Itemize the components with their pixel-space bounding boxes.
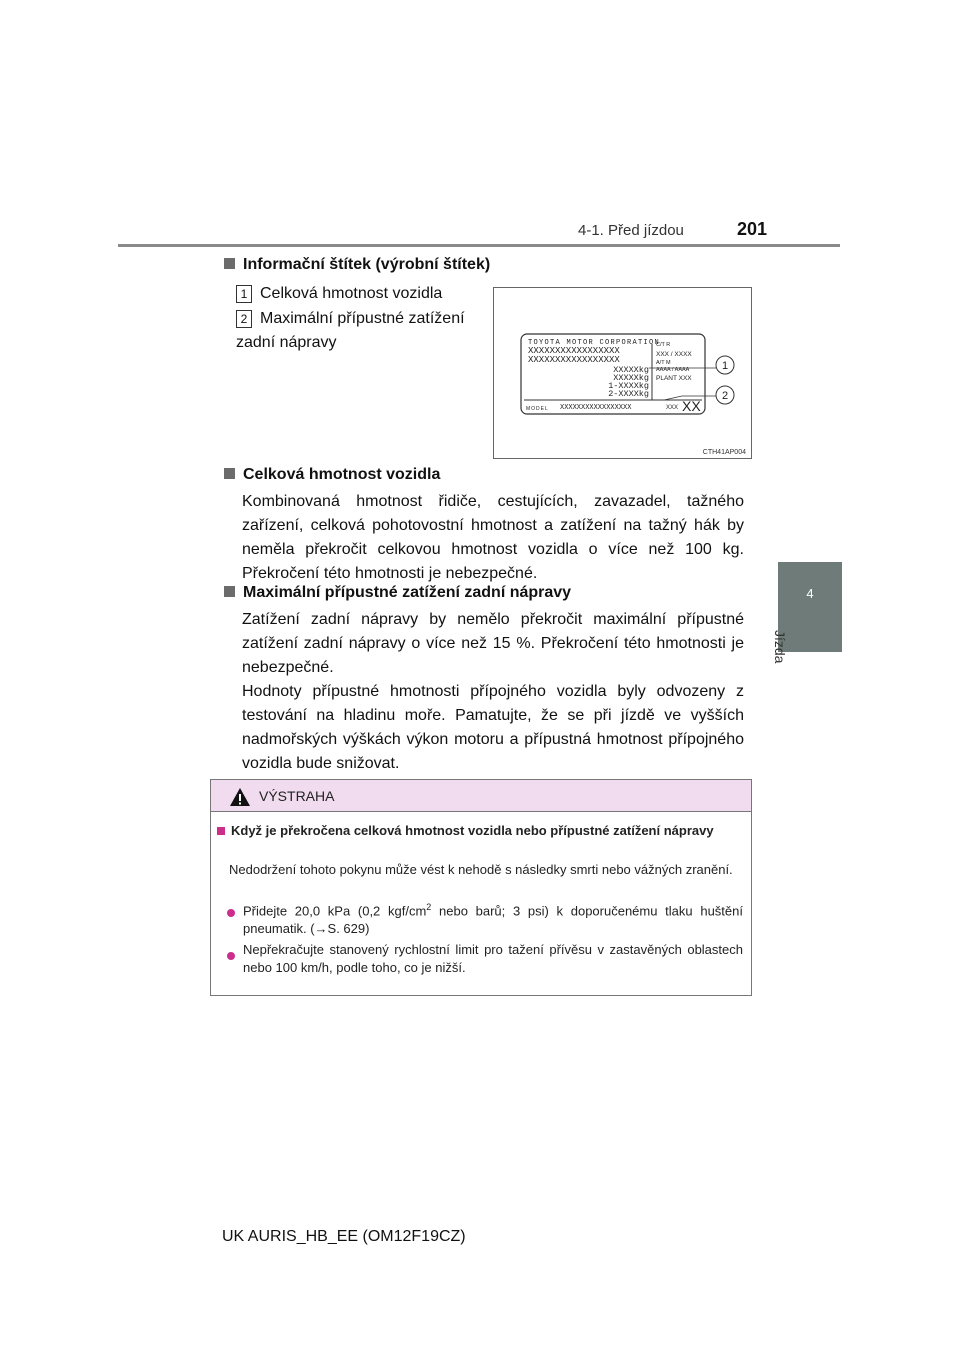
info-label-heading	[224, 256, 490, 274]
warning-title: VÝSTRAHA	[259, 788, 335, 804]
gross-weight-text: Kombinovaná hmotnost řidiče, cestujících, zavazadel, tažného zařízení, celková pohotovostní hmotnost a zatížení na tažný hák by neměla překročit celkovou hmotnost vozidla o více než 100 kg. Překročení této hmotnosti je nebezpečné.	[242, 493, 744, 582]
callout-text: Celková hmotnost vozidla	[260, 285, 443, 302]
callout-1	[236, 282, 442, 306]
info-label-heading-text: Informační štítek (výrobní štítek)	[243, 256, 491, 273]
warning-bullet-1-sup: 2	[426, 902, 432, 912]
square-bullet-icon	[217, 827, 225, 835]
warning-bullet-2: Nepřekračujte stanovený rychlostní limit pro tažení přívěsu v zastavěných oblastech nebo 100 km/h, podle toho, co je nižší.	[243, 942, 743, 975]
plate-title: TOYOTA MOTOR CORPORATION	[528, 339, 661, 347]
marker-2: 2	[721, 390, 729, 402]
square-bullet-icon	[224, 586, 235, 597]
bullet-dot-icon	[227, 947, 235, 965]
callout-number-badge: 2	[236, 310, 252, 328]
warning-bullet-1	[243, 898, 743, 938]
plate-row-1: XXXXXXXXXXXXXXXXX	[528, 346, 620, 356]
plate-model-big: XX	[682, 398, 701, 414]
callout-number-badge: 1	[236, 285, 252, 303]
plate-xxx: XXX / XXXX	[656, 351, 692, 358]
bullet-dot-icon	[227, 904, 235, 922]
plate-model-label: MODEL	[526, 406, 549, 412]
manufacturer-plate-figure	[493, 287, 752, 459]
plate-ctr: C/T R	[656, 342, 671, 348]
plate-kg-1: XXXXXkg	[613, 365, 649, 375]
figure-code: CTH41AP004	[702, 449, 746, 456]
square-bullet-icon	[224, 258, 235, 269]
warning-triangle-icon	[229, 787, 251, 807]
plate-model-value: XXXXXXXXXXXXXXXXX	[560, 404, 632, 412]
page-number: 201	[737, 219, 768, 239]
warning-header	[211, 780, 751, 812]
gross-weight-heading-text: Celková hmotnost vozidla	[243, 466, 441, 483]
manufacturer-plate-illustration	[494, 288, 751, 458]
axle-load-heading-text: Maximální přípustné zatížení zadní nápravy	[243, 584, 572, 601]
warning-box	[210, 779, 752, 996]
plate-kg-2: XXXXXkg	[613, 373, 649, 383]
header-rule	[118, 244, 840, 247]
warning-subheading-text: Když je překročena celková hmotnost vozidla nebo přípustné zatížení nápravy	[231, 823, 714, 838]
plate-kg-3: 1-XXXXkg	[608, 381, 649, 391]
callout-text: Maximální přípustné zatížení zadní nápravy	[236, 310, 465, 351]
callout-2	[236, 307, 486, 355]
plate-kg-4: 2-XXXXkg	[608, 389, 649, 399]
plate-model-suffix: XXX	[666, 405, 679, 411]
marker-1: 1	[721, 360, 729, 372]
warning-bullet-1-post: nebo barů; 3 psi) k doporučenému tlaku huštění pneumatik. (→S. 629)	[243, 903, 743, 937]
plate-plant: PLANT XXX	[656, 375, 692, 382]
axle-load-text-1: Zatížení zadní nápravy by nemělo překročit maximální přípustné zatížení zadní nápravy o více než 15 %. Překročení této hmotnosti je nebezpečné.	[242, 611, 744, 676]
warning-intro: Nedodržení tohoto pokynu může vést k nehodě s následky smrti nebo vážných zranění.	[229, 862, 733, 877]
gross-weight-heading	[224, 466, 440, 484]
square-bullet-icon	[224, 468, 235, 479]
plate-atm: A/T M	[656, 360, 671, 366]
warning-subheading	[217, 822, 743, 840]
document-footer: UK AURIS_HB_EE (OM12F19CZ)	[222, 1228, 466, 1245]
warning-bullet-1-pre: Přidejte 20,0 kPa (0,2 kgf/cm	[243, 903, 427, 919]
plate-row-2: XXXXXXXXXXXXXXXXX	[528, 355, 620, 365]
chapter-label: Jízda	[772, 630, 788, 664]
chapter-number: 4	[806, 586, 814, 601]
axle-load-text-2: Hodnoty přípustné hmotnosti přípojného vozidla byly odvozeny z testování na hladinu moře. Pamatujte, že se při jízdě ve vyšších nadmořských výškách výkon motoru a přípustná hmotnost přípojného vozidla bude snižovat.	[242, 683, 744, 772]
axle-load-heading	[224, 584, 571, 602]
section-title: 4-1. Před jízdou	[578, 222, 684, 239]
plate-code: AAAA / AAAA	[656, 367, 690, 373]
